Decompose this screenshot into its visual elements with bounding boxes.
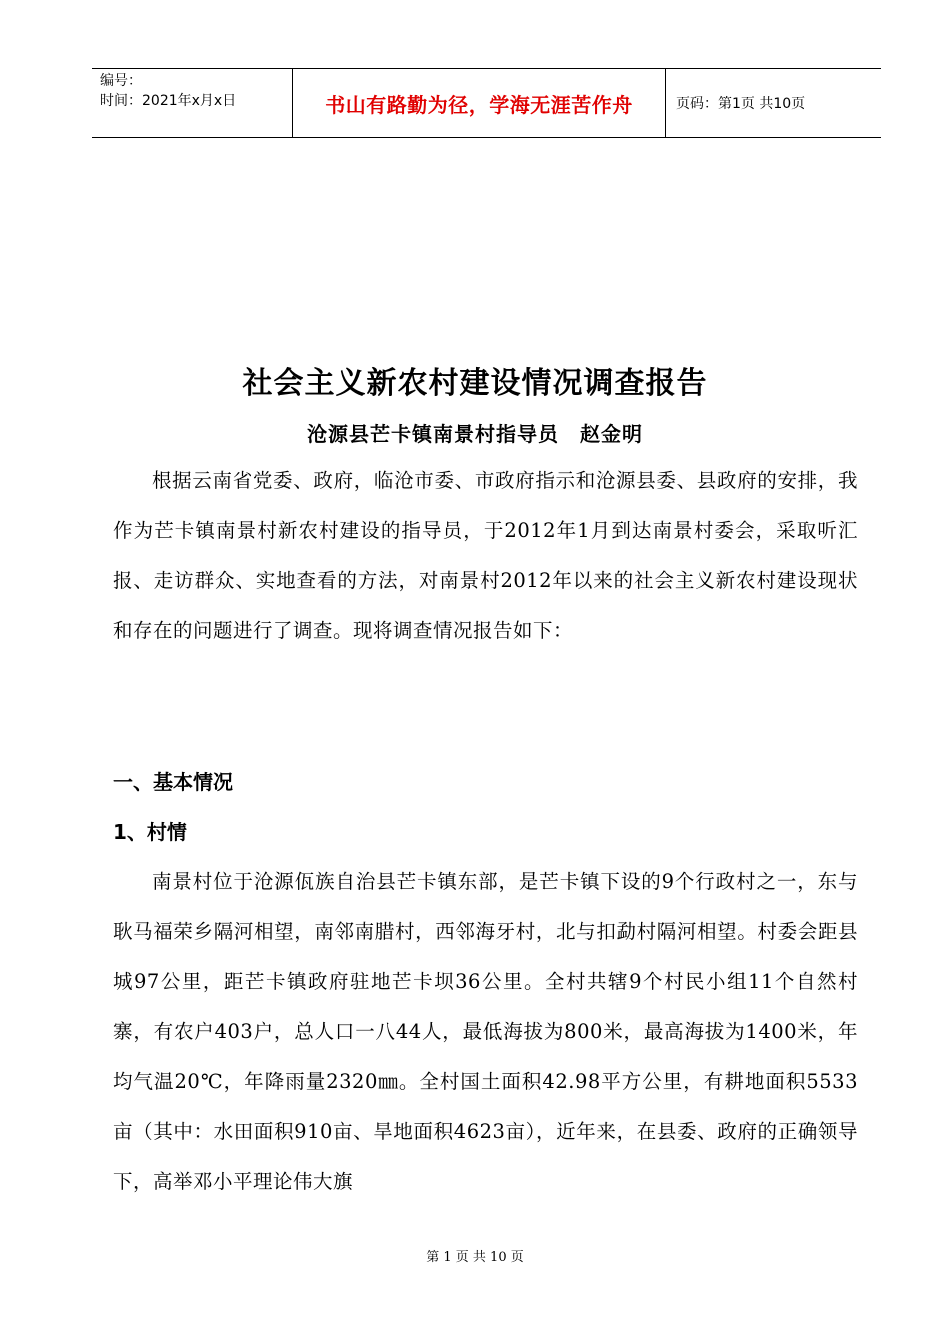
page-header <box>92 68 881 138</box>
document-subtitle: 沧源县芒卡镇南景村指导员 赵金明 <box>307 422 643 446</box>
page-info-text: 页码：第1页 共10页 <box>676 96 806 112</box>
number-label: 编号： <box>100 73 142 89</box>
time-label: 时间：2021年x月x日 <box>100 93 237 109</box>
motto-text: 书山有路勤为径，学海无涯苦作舟 <box>325 92 633 117</box>
header-motto <box>293 69 666 137</box>
page-footer: 第 1 页 共 10 页 <box>426 1250 524 1265</box>
header-meta <box>92 69 293 137</box>
section-heading: 一、基本情况 <box>113 770 233 794</box>
subsection-heading: 1、村情 <box>113 820 187 844</box>
village-info-paragraph: 南景村位于沧源佤族自治县芒卡镇东部，是芒卡镇下设的9个行政村之一，东与耿马福荣乡隔河相望，南邻南腊村，西邻海牙村，北与扣勐村隔河相望。村委会距县城97公里，距芒卡镇政府驻地芒卡坝36公里。全村共辖9个村民小组11个自然村寨，有农户403户，总人口一八44人，最低海拔为800米，最高海拔为1400米，年均气温20℃，年降雨量2320㎜。全村国土面积42.98平方公里，有耕地面积5533亩（其中：水田面积910亩、旱地面积4623亩），近年来，在县委、政府的正确领导下，高举邓小平理论伟大旗 <box>113 870 858 1193</box>
header-page-info <box>666 69 881 137</box>
intro-paragraph: 根据云南省党委、政府，临沧市委、市政府指示和沧源县委、县政府的安排，我作为芒卡镇南景村新农村建设的指导员，于2012年1月到达南景村委会，采取听汇报、走访群众、实地查看的方法，对南景村2012年以来的社会主义新农村建设现状和存在的问题进行了调查。现将调查情况报告如下： <box>113 469 858 642</box>
document-title: 社会主义新农村建设情况调查报告 <box>242 366 708 401</box>
